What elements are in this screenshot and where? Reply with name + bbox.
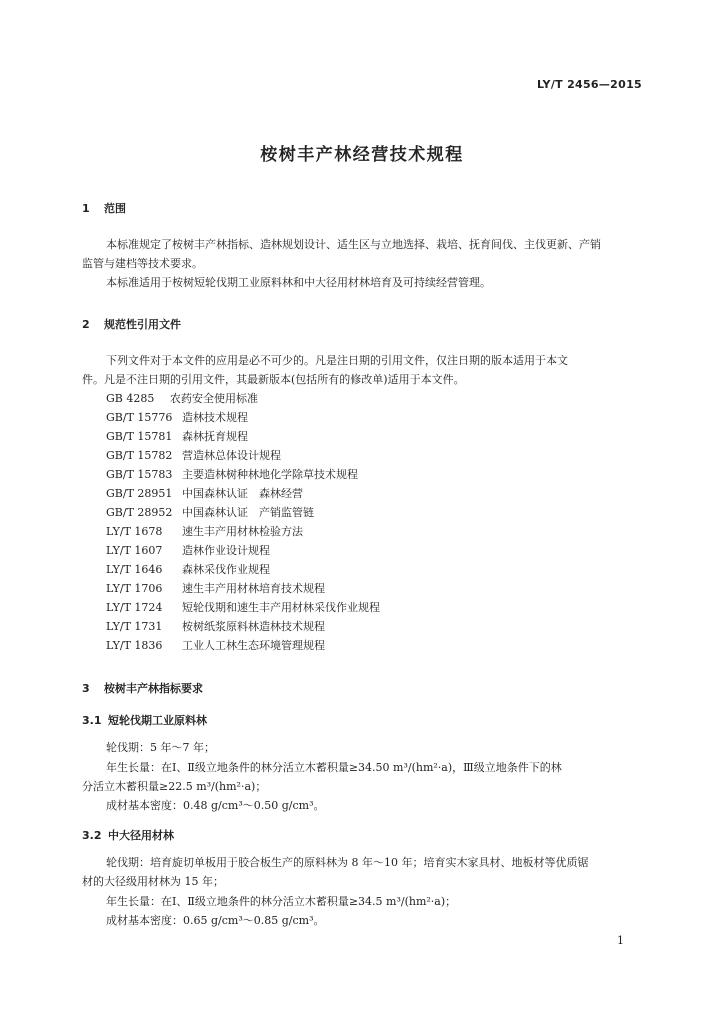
reference-item xyxy=(106,637,325,653)
subsection-title: 短轮伐期工业原料林 xyxy=(108,714,207,727)
scope-paragraph-1-line-2: 监管与建档等技术要求。 xyxy=(82,257,203,270)
reference-item xyxy=(106,428,248,444)
basic-density-line: 成材基本密度：0.48 g/cm³～0.50 g/cm³。 xyxy=(106,799,325,812)
reference-item xyxy=(106,599,380,615)
reference-item xyxy=(106,618,325,634)
subsection-title: 中大径用材林 xyxy=(108,829,174,842)
scope-paragraph-2: 本标准适用于桉树短轮伐期工业原料林和中大径用材林培育及可持续经营管理。 xyxy=(106,276,491,289)
references-intro-line-2: 件。凡是不注日期的引用文件，其最新版本(包括所有的修改单)适用于本文件。 xyxy=(82,373,465,386)
rotation-period-line-1: 轮伐期：培育旋切单板用于胶合板生产的原料林为 8 年～10 年；培育实木家具材、地板材等优质锯 xyxy=(106,856,589,869)
subsection-3-2-heading xyxy=(82,827,174,843)
section-title: 桉树丰产林指标要求 xyxy=(104,682,203,695)
reference-code: LY/T 1724 xyxy=(106,601,163,614)
references-intro-line-1: 下列文件对于本文件的应用是必不可少的。凡是注日期的引用文件，仅注日期的版本适用于本文 xyxy=(106,354,568,367)
subsection-number: 3.1 xyxy=(82,714,102,727)
reference-code: LY/T 1706 xyxy=(106,582,163,595)
reference-code: LY/T 1607 xyxy=(106,544,163,557)
reference-title: 速生丰产用材林培育技术规程 xyxy=(182,582,325,595)
section-title: 规范性引用文件 xyxy=(104,318,181,331)
reference-title: 桉树纸浆原料林造林技术规程 xyxy=(182,620,325,633)
reference-code: GB/T 15783 xyxy=(106,468,173,481)
reference-title: 短轮伐期和速生丰产用材林采伐作业规程 xyxy=(182,601,380,614)
section-1-heading xyxy=(82,200,126,216)
reference-code: LY/T 1731 xyxy=(106,620,163,633)
document-title: 桉树丰产林经营技术规程 xyxy=(260,145,464,165)
reference-title: 速生丰产用材林检验方法 xyxy=(182,525,303,538)
reference-item xyxy=(106,523,303,539)
reference-title: 森林采伐作业规程 xyxy=(182,563,270,576)
reference-item xyxy=(106,485,303,501)
subsection-3-1-heading xyxy=(82,712,207,728)
reference-code: GB/T 15782 xyxy=(106,449,173,462)
reference-code: GB/T 15781 xyxy=(106,430,173,443)
reference-title: 造林技术规程 xyxy=(182,411,248,424)
reference-item xyxy=(106,561,270,577)
rotation-period-line: 轮伐期：5 年～7 年； xyxy=(106,741,215,754)
section-2-heading xyxy=(82,316,181,332)
reference-title: 工业人工林生态环境管理规程 xyxy=(182,639,325,652)
subsection-number: 3.2 xyxy=(82,829,102,842)
reference-item xyxy=(106,542,270,558)
section-3-heading xyxy=(82,680,203,696)
annual-growth-line-2: 分活立木蓄积量≥22.5 m³/(hm²·a)； xyxy=(82,780,267,793)
reference-item xyxy=(106,409,248,425)
page-number: 1 xyxy=(617,934,624,947)
reference-title: 农药安全使用标准 xyxy=(170,392,258,405)
basic-density-line: 成材基本密度：0.65 g/cm³～0.85 g/cm³。 xyxy=(106,914,325,927)
section-number: 3 xyxy=(82,682,90,695)
reference-code: GB/T 28952 xyxy=(106,506,173,519)
reference-item xyxy=(106,466,358,482)
reference-title: 主要造林树种林地化学除草技术规程 xyxy=(182,468,358,481)
reference-title: 森林抚育规程 xyxy=(182,430,248,443)
section-number: 2 xyxy=(82,318,90,331)
reference-title: 造林作业设计规程 xyxy=(182,544,270,557)
standard-code: LY/T 2456—2015 xyxy=(536,78,642,91)
reference-code: GB/T 28951 xyxy=(106,487,173,500)
reference-code: LY/T 1678 xyxy=(106,525,163,538)
reference-code: LY/T 1646 xyxy=(106,563,163,576)
section-number: 1 xyxy=(82,202,90,215)
annual-growth-line: 年生长量：在Ⅰ、Ⅱ级立地条件的林分活立木蓄积量≥34.5 m³/(hm²·a)； xyxy=(106,895,457,908)
reference-title: 中国森林认证 产销监管链 xyxy=(182,506,314,519)
reference-item xyxy=(106,390,258,406)
reference-code: LY/T 1836 xyxy=(106,639,163,652)
scope-paragraph-1-line-1: 本标准规定了桉树丰产林指标、造林规划设计、适生区与立地选择、栽培、抚育间伐、主伐更新、产销 xyxy=(106,238,601,251)
annual-growth-line-1: 年生长量：在Ⅰ、Ⅱ级立地条件的林分活立木蓄积量≥34.50 m³/(hm²·a)，Ⅲ级立地条件下的林 xyxy=(106,761,562,774)
reference-title: 营造林总体设计规程 xyxy=(182,449,281,462)
rotation-period-line-2: 材的大径级用材林为 15 年； xyxy=(82,875,224,888)
reference-code: GB 4285 xyxy=(106,392,155,405)
reference-item xyxy=(106,580,325,596)
section-title: 范围 xyxy=(104,202,126,215)
reference-item xyxy=(106,447,281,463)
reference-code: GB/T 15776 xyxy=(106,411,173,424)
reference-item xyxy=(106,504,314,520)
reference-title: 中国森林认证 森林经营 xyxy=(182,487,303,500)
